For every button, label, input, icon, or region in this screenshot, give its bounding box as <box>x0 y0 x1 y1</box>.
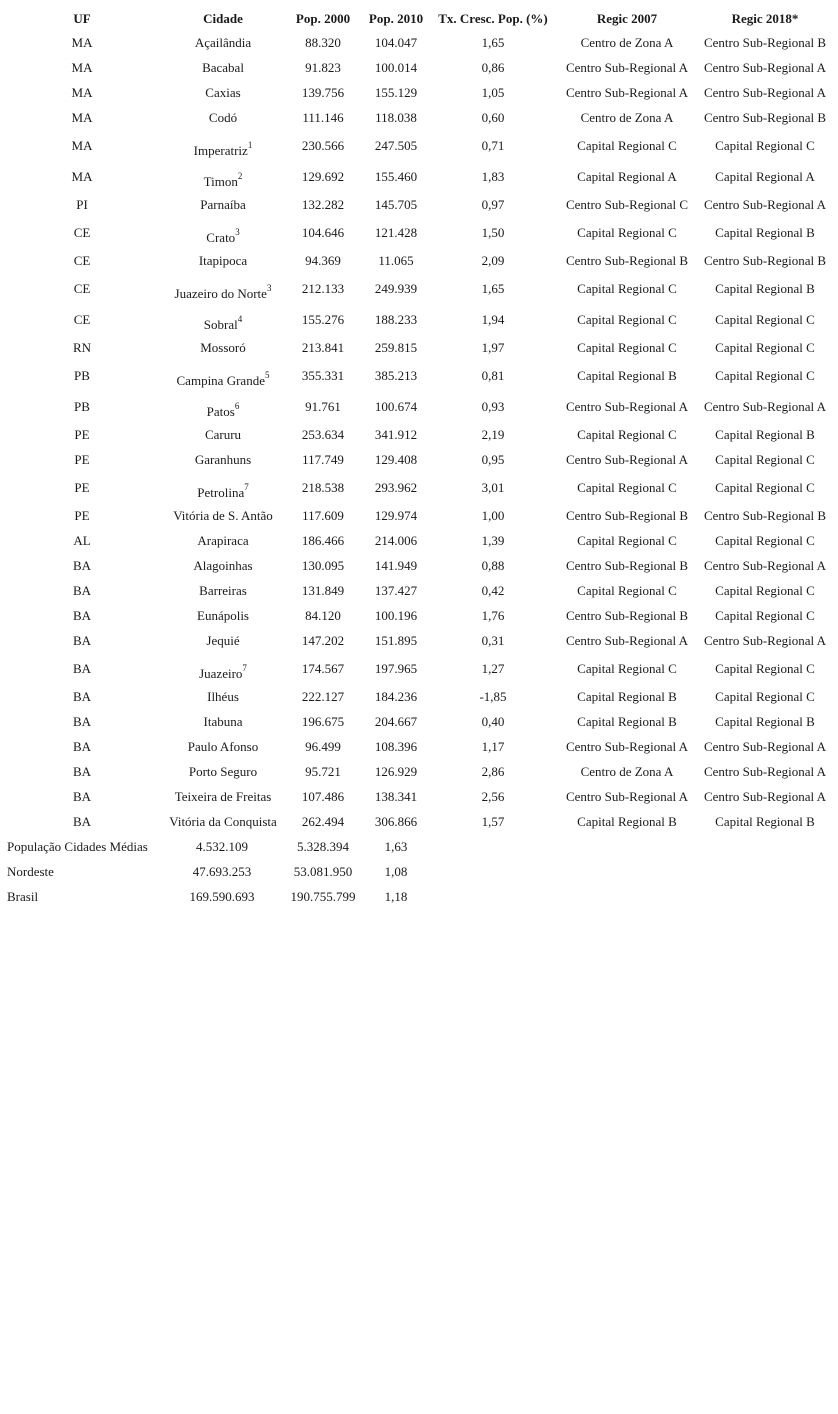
cell-pop-2010: 11.065 <box>378 253 414 268</box>
footnote-marker: 7 <box>244 482 249 492</box>
footnote-marker: 2 <box>237 171 243 181</box>
header-pop-2000: Pop. 2000 <box>295 11 351 26</box>
cell-regic-2007: Capital Regional B <box>577 814 677 829</box>
cell-regic-2018: Capital Regional C <box>715 608 815 623</box>
cell-pop-2000: 91.823 <box>305 60 341 75</box>
cell-pop-2010: 293.962 <box>374 480 418 495</box>
cell-uf: CE <box>73 253 91 268</box>
cell-cidade <box>158 427 288 443</box>
cell-regic-2007: Centro Sub-Regional A <box>565 452 689 467</box>
cell-cidade <box>158 533 288 549</box>
cell-pop-2010: 138.341 <box>374 789 418 804</box>
cell-regic-2018: Centro Sub-Regional A <box>703 60 827 75</box>
cell-regic-2018: Centro Sub-Regional A <box>703 789 827 804</box>
footnote-marker: 3 <box>235 227 240 237</box>
cell-growth-rate: 1,50 <box>481 225 505 240</box>
cell-pop-2000: 84.120 <box>305 608 341 623</box>
cell-uf: BA <box>72 814 92 829</box>
cell-pop-2000: 262.494 <box>301 814 345 829</box>
cell-cidade <box>158 714 288 730</box>
cell-growth-rate: 0,88 <box>481 558 505 573</box>
cell-regic-2007: Capital Regional B <box>577 714 677 729</box>
cell-uf: MA <box>71 138 93 153</box>
cell-regic-2018: Capital Regional A <box>715 169 815 184</box>
cell-regic-2018: Capital Regional B <box>715 281 815 296</box>
cell-pop-2010: 247.505 <box>374 138 418 153</box>
cell-growth-rate: 2,86 <box>481 764 505 779</box>
cell-pop-2000: 130.095 <box>301 558 345 573</box>
cell-cidade <box>158 663 288 682</box>
cell-growth-rate: 0,86 <box>481 60 505 75</box>
cell-growth-rate: 0,40 <box>481 714 505 729</box>
cell-regic-2007: Capital Regional B <box>577 368 677 383</box>
city-name: Crato <box>206 230 236 245</box>
cell-growth-rate: 0,93 <box>481 399 505 414</box>
city-name: Arapiraca <box>197 533 249 548</box>
city-name: Açailândia <box>194 35 252 50</box>
cell-cidade <box>158 633 288 649</box>
cell-growth-rate: 0,42 <box>481 583 505 598</box>
cell-cidade <box>158 253 288 269</box>
city-name: Petrolina <box>197 485 245 500</box>
city-name: Mossoró <box>200 340 246 355</box>
cell-regic-2018: Centro Sub-Regional A <box>703 85 827 100</box>
cell-regic-2018: Capital Regional C <box>715 312 815 327</box>
cell-regic-2018: Centro Sub-Regional B <box>703 253 827 268</box>
cell-pop-2010: 100.196 <box>374 608 418 623</box>
city-name: Patos <box>206 404 235 419</box>
city-name: Paulo Afonso <box>187 739 259 754</box>
city-name: Juazeiro do Norte <box>174 286 267 301</box>
cell-regic-2018: Capital Regional C <box>715 138 815 153</box>
city-name: Alagoinhas <box>193 558 253 573</box>
cell-regic-2007: Capital Regional C <box>577 533 677 548</box>
city-name: Itapipoca <box>198 253 248 268</box>
cell-regic-2018: Capital Regional C <box>715 480 815 495</box>
cell-regic-2018: Capital Regional C <box>715 661 815 676</box>
cell-pop-2000: 95.721 <box>305 764 341 779</box>
cell-regic-2007: Centro Sub-Regional A <box>565 739 689 754</box>
cell-regic-2018: Centro Sub-Regional A <box>703 764 827 779</box>
city-name: Caruru <box>204 427 242 442</box>
cell-uf: BA <box>72 661 92 676</box>
cell-regic-2007: Centro Sub-Regional B <box>565 558 689 573</box>
cell-growth-rate: 0,95 <box>481 452 505 467</box>
cell-regic-2007: Centro Sub-Regional B <box>565 608 689 623</box>
city-name: Barreiras <box>199 583 247 598</box>
cell-regic-2007: Centro Sub-Regional A <box>565 789 689 804</box>
cell-growth-rate: 1,05 <box>481 85 505 100</box>
city-name: Ilhéus <box>207 689 239 704</box>
cell-pop-2010: 118.038 <box>375 110 417 125</box>
cell-growth-rate: 1,39 <box>481 533 505 548</box>
cell-pop-2000: 230.566 <box>301 138 345 153</box>
cell-cidade <box>158 60 288 76</box>
cell-uf: PI <box>76 197 88 212</box>
cell-pop-2000: 104.646 <box>301 225 345 240</box>
header-uf: UF <box>73 11 91 26</box>
cell-cidade <box>158 314 288 333</box>
cell-uf: RN <box>72 340 92 355</box>
cell-uf: PE <box>74 452 90 467</box>
cell-regic-2018: Capital Regional C <box>715 689 815 704</box>
cell-regic-2018: Capital Regional C <box>715 533 815 548</box>
cell-regic-2018: Capital Regional C <box>715 452 815 467</box>
cell-growth-rate: 1,94 <box>481 312 505 327</box>
cell-regic-2007: Centro Sub-Regional B <box>565 253 689 268</box>
cell-regic-2007: Capital Regional A <box>577 169 677 184</box>
cell-uf: CE <box>73 225 91 240</box>
cell-regic-2007: Centro de Zona A <box>580 110 674 125</box>
cell-growth-rate: 1,76 <box>481 608 505 623</box>
cell-regic-2018: Centro Sub-Regional A <box>703 739 827 754</box>
cell-cidade <box>158 401 288 420</box>
cell-uf: MA <box>71 60 93 75</box>
cell-pop-2010: 121.428 <box>374 225 418 240</box>
city-name: Vitória da Conquista <box>169 814 277 829</box>
cell-regic-2018: Capital Regional B <box>715 714 815 729</box>
cell-pop-2000: 129.692 <box>301 169 345 184</box>
cell-pop-2010: 184.236 <box>374 689 418 704</box>
header-growth-rate: Tx. Cresc. Pop. (%) <box>438 11 548 26</box>
city-name: Sobral <box>203 317 238 332</box>
header-regic-2007: Regic 2007 <box>596 11 658 26</box>
city-name: Bacabal <box>202 60 244 75</box>
city-name: Garanhuns <box>194 452 252 467</box>
city-name: Imperatriz <box>193 143 248 158</box>
city-name: Porto Seguro <box>188 764 258 779</box>
cell-cidade <box>158 789 288 805</box>
cell-regic-2018: Centro Sub-Regional A <box>703 633 827 648</box>
totals-label: População Cidades Médias <box>7 839 148 854</box>
cell-pop-2010: 197.965 <box>374 661 418 676</box>
cell-regic-2007: Capital Regional C <box>577 427 677 442</box>
city-name: Timon <box>203 174 238 189</box>
cell-regic-2007: Centro de Zona A <box>580 764 674 779</box>
cell-regic-2018: Centro Sub-Regional A <box>703 399 827 414</box>
cell-growth-rate: -1,85 <box>479 689 507 704</box>
cell-uf: MA <box>71 169 93 184</box>
footnote-marker: 7 <box>242 663 247 673</box>
cell-cidade <box>158 197 288 213</box>
cell-regic-2018: Centro Sub-Regional A <box>703 558 827 573</box>
cell-growth-rate: 1,27 <box>481 661 505 676</box>
totals-pop-2000: 47.693.253 <box>192 864 252 879</box>
cell-regic-2007: Capital Regional C <box>577 661 677 676</box>
cell-cidade <box>158 608 288 624</box>
cell-pop-2010: 306.866 <box>374 814 418 829</box>
city-name: Caxias <box>205 85 241 100</box>
cell-uf: AL <box>73 533 91 548</box>
city-name: Teixeira de Freitas <box>174 789 272 804</box>
cell-uf: BA <box>72 608 92 623</box>
city-name: Vitória de S. Antão <box>173 508 273 523</box>
cell-uf: BA <box>72 764 92 779</box>
cell-regic-2007: Capital Regional C <box>577 583 677 598</box>
cell-cidade <box>158 171 288 190</box>
footnote-marker: 6 <box>234 401 240 411</box>
cell-cidade <box>158 508 288 524</box>
footnote-marker: 1 <box>247 140 253 150</box>
footnote-marker: 4 <box>237 314 243 324</box>
cell-pop-2010: 151.895 <box>374 633 418 648</box>
cell-regic-2018: Capital Regional C <box>715 340 815 355</box>
cell-pop-2010: 249.939 <box>374 281 418 296</box>
cell-growth-rate: 1,17 <box>481 739 505 754</box>
totals-growth-rate: 1,63 <box>384 839 408 854</box>
cell-uf: MA <box>71 85 93 100</box>
cell-pop-2010: 129.974 <box>374 508 418 523</box>
header-pop-2010: Pop. 2010 <box>368 11 424 26</box>
totals-growth-rate: 1,18 <box>384 889 408 904</box>
cell-regic-2007: Capital Regional C <box>577 225 677 240</box>
cell-pop-2010: 341.912 <box>374 427 418 442</box>
cell-pop-2010: 188.233 <box>374 312 418 327</box>
cell-regic-2007: Capital Regional C <box>577 281 677 296</box>
city-name: Jequié <box>206 633 240 648</box>
cell-regic-2007: Centro Sub-Regional C <box>565 197 689 212</box>
city-name: Eunápolis <box>197 608 249 623</box>
cell-uf: BA <box>72 633 92 648</box>
city-name: Campina Grande <box>176 373 265 388</box>
totals-pop-2010: 190.755.799 <box>290 889 356 904</box>
totals-label: Brasil <box>7 889 39 904</box>
cell-uf: PE <box>74 508 90 523</box>
cell-regic-2018: Capital Regional C <box>715 368 815 383</box>
cell-pop-2010: 137.427 <box>374 583 418 598</box>
cell-uf: BA <box>72 583 92 598</box>
cell-pop-2000: 222.127 <box>301 689 345 704</box>
totals-pop-2000: 4.532.109 <box>196 839 248 854</box>
cell-pop-2010: 155.460 <box>374 169 418 184</box>
cell-pop-2000: 96.499 <box>305 739 341 754</box>
cell-pop-2000: 94.369 <box>305 253 341 268</box>
cell-growth-rate: 1,83 <box>481 169 505 184</box>
cell-pop-2000: 111.146 <box>302 110 344 125</box>
city-name: Parnaíba <box>200 197 246 212</box>
cell-pop-2010: 100.014 <box>374 60 418 75</box>
city-name: Codó <box>208 110 238 125</box>
cell-cidade <box>158 283 288 302</box>
cell-regic-2018: Centro Sub-Regional B <box>703 508 827 523</box>
cell-pop-2010: 108.396 <box>374 739 418 754</box>
cell-cidade <box>158 370 288 389</box>
cell-regic-2007: Centro Sub-Regional A <box>565 633 689 648</box>
cell-regic-2007: Centro Sub-Regional A <box>565 60 689 75</box>
cell-uf: BA <box>72 714 92 729</box>
cell-cidade <box>158 35 288 51</box>
cell-regic-2007: Centro Sub-Regional A <box>565 399 689 414</box>
cell-cidade <box>158 689 288 705</box>
cell-pop-2010: 204.667 <box>374 714 418 729</box>
cell-pop-2010: 100.674 <box>374 399 418 414</box>
cell-cidade <box>158 739 288 755</box>
footnote-marker: 5 <box>264 370 270 380</box>
cell-uf: PB <box>74 399 90 414</box>
cell-regic-2007: Capital Regional C <box>577 480 677 495</box>
cell-cidade <box>158 764 288 780</box>
cell-pop-2000: 91.761 <box>305 399 341 414</box>
cell-pop-2000: 139.756 <box>301 85 345 100</box>
cell-growth-rate: 1,65 <box>481 281 505 296</box>
cell-regic-2007: Centro de Zona A <box>580 35 674 50</box>
cell-growth-rate: 0,81 <box>481 368 505 383</box>
cell-pop-2010: 129.408 <box>374 452 418 467</box>
cell-regic-2018: Centro Sub-Regional B <box>703 35 827 50</box>
cell-uf: PB <box>74 368 90 383</box>
footnote-marker: 3 <box>266 283 272 293</box>
cell-pop-2000: 155.276 <box>301 312 345 327</box>
cell-pop-2000: 117.609 <box>302 508 344 523</box>
cell-pop-2000: 253.634 <box>301 427 345 442</box>
cell-cidade <box>158 558 288 574</box>
cell-pop-2000: 117.749 <box>302 452 344 467</box>
cell-uf: MA <box>71 110 93 125</box>
cell-uf: MA <box>71 35 93 50</box>
cell-growth-rate: 2,56 <box>481 789 505 804</box>
totals-growth-rate: 1,08 <box>384 864 408 879</box>
cell-pop-2000: 212.133 <box>301 281 345 296</box>
cell-growth-rate: 0,71 <box>481 138 505 153</box>
cell-growth-rate: 1,57 <box>481 814 505 829</box>
totals-pop-2010: 5.328.394 <box>297 839 349 854</box>
cell-uf: CE <box>73 281 91 296</box>
cell-pop-2000: 88.320 <box>305 35 341 50</box>
cell-growth-rate: 1,65 <box>481 35 505 50</box>
cell-regic-2007: Capital Regional C <box>577 138 677 153</box>
cell-pop-2010: 385.213 <box>374 368 418 383</box>
cell-regic-2018: Centro Sub-Regional B <box>703 110 827 125</box>
cell-regic-2007: Capital Regional C <box>577 312 677 327</box>
cell-regic-2007: Centro Sub-Regional A <box>565 85 689 100</box>
cell-uf: BA <box>72 558 92 573</box>
cell-growth-rate: 2,09 <box>481 253 505 268</box>
cell-growth-rate: 1,97 <box>481 340 505 355</box>
cell-pop-2000: 218.538 <box>301 480 345 495</box>
cell-growth-rate: 0,60 <box>481 110 505 125</box>
cell-pop-2010: 145.705 <box>374 197 418 212</box>
cell-pop-2010: 104.047 <box>374 35 418 50</box>
cell-uf: PE <box>74 480 90 495</box>
cell-regic-2018: Centro Sub-Regional A <box>703 197 827 212</box>
cell-cidade <box>158 583 288 599</box>
cell-growth-rate: 0,97 <box>481 197 505 212</box>
totals-pop-2000: 169.590.693 <box>189 889 255 904</box>
cell-pop-2010: 155.129 <box>374 85 418 100</box>
cell-pop-2000: 147.202 <box>301 633 345 648</box>
cell-pop-2010: 214.006 <box>374 533 418 548</box>
cell-pop-2000: 186.466 <box>301 533 345 548</box>
cell-uf: BA <box>72 789 92 804</box>
cell-uf: BA <box>72 739 92 754</box>
cell-cidade <box>158 452 288 468</box>
cell-cidade <box>158 340 288 356</box>
cell-uf: CE <box>73 312 91 327</box>
cell-pop-2000: 107.486 <box>301 789 345 804</box>
cell-cidade <box>158 140 288 159</box>
cell-pop-2010: 259.815 <box>374 340 418 355</box>
cell-pop-2000: 196.675 <box>301 714 345 729</box>
city-name: Itabuna <box>203 714 243 729</box>
city-name: Juazeiro <box>199 666 243 681</box>
cell-cidade <box>158 227 288 246</box>
cell-regic-2018: Capital Regional B <box>715 427 815 442</box>
cell-regic-2018: Capital Regional C <box>715 583 815 598</box>
cell-pop-2000: 213.841 <box>301 340 345 355</box>
cell-cidade <box>158 85 288 101</box>
cell-pop-2010: 141.949 <box>374 558 418 573</box>
cell-uf: BA <box>72 689 92 704</box>
cell-pop-2000: 131.849 <box>301 583 345 598</box>
cell-pop-2000: 355.331 <box>301 368 345 383</box>
cell-regic-2007: Capital Regional B <box>577 689 677 704</box>
header-regic-2018: Regic 2018* <box>731 11 799 26</box>
cell-regic-2007: Centro Sub-Regional B <box>565 508 689 523</box>
cell-growth-rate: 1,00 <box>481 508 505 523</box>
cell-regic-2018: Capital Regional B <box>715 814 815 829</box>
totals-pop-2010: 53.081.950 <box>293 864 353 879</box>
cell-growth-rate: 2,19 <box>481 427 505 442</box>
cell-growth-rate: 3,01 <box>481 480 505 495</box>
cell-cidade <box>158 110 288 126</box>
totals-label: Nordeste <box>7 864 54 879</box>
header-cidade: Cidade <box>203 11 243 26</box>
cell-cidade <box>158 814 288 830</box>
cell-uf: PE <box>74 427 90 442</box>
cell-pop-2000: 132.282 <box>301 197 345 212</box>
cell-regic-2018: Capital Regional B <box>715 225 815 240</box>
cell-cidade <box>158 482 288 501</box>
cell-pop-2000: 174.567 <box>301 661 345 676</box>
cell-regic-2007: Capital Regional C <box>577 340 677 355</box>
cell-pop-2010: 126.929 <box>374 764 418 779</box>
cell-growth-rate: 0,31 <box>481 633 505 648</box>
